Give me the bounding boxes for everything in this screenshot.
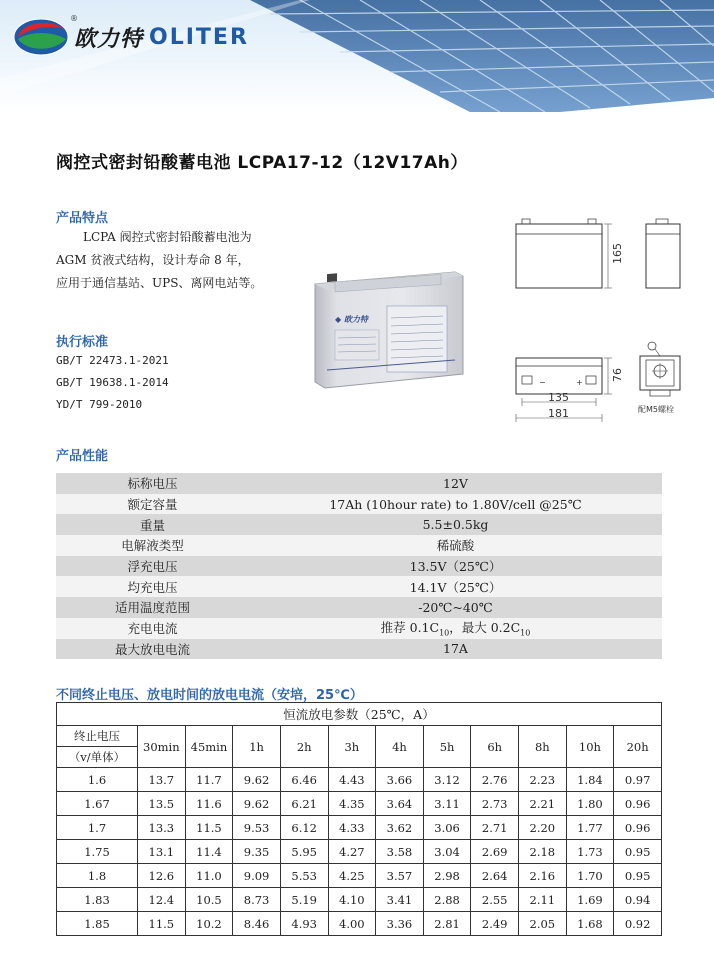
battery-logo-label: ◆ 欧力特: [335, 314, 368, 324]
spec-row: [56, 535, 662, 556]
discharge-current: 0.95: [614, 864, 662, 888]
spec-value: [249, 618, 662, 639]
discharge-current: 0.97: [614, 768, 662, 792]
discharge-current: 13.5: [138, 792, 186, 816]
discharge-current: 8.73: [233, 888, 281, 912]
discharge-time-header: 10h: [566, 726, 614, 768]
discharge-current: 6.21: [280, 792, 328, 816]
discharge-current: 1.68: [566, 912, 614, 936]
discharge-header-row: [57, 726, 662, 747]
dim-width-outer: 181: [548, 407, 569, 420]
discharge-caption: 恒流放电参数（25℃，A）: [57, 703, 662, 726]
standard-item: YD/T 799-2010: [56, 398, 143, 411]
discharge-time-header: 1h: [233, 726, 281, 768]
discharge-current: 11.7: [185, 768, 233, 792]
discharge-current: 8.46: [233, 912, 281, 936]
spec-row: [56, 618, 662, 639]
spec-row: [56, 473, 662, 494]
discharge-current: 2.64: [471, 864, 519, 888]
discharge-current: 2.98: [423, 864, 471, 888]
spec-row: [56, 494, 662, 515]
discharge-current: 4.33: [328, 816, 376, 840]
discharge-current: 9.62: [233, 792, 281, 816]
spec-label: 标称电压: [56, 473, 249, 494]
discharge-current: 3.64: [376, 792, 424, 816]
discharge-current: 3.62: [376, 816, 424, 840]
discharge-current: 3.58: [376, 840, 424, 864]
discharge-time-header: 5h: [423, 726, 471, 768]
svg-text:+: +: [576, 378, 583, 387]
discharge-current: 11.5: [185, 816, 233, 840]
discharge-time-header: 3h: [328, 726, 376, 768]
terminal-detail-drawing: [636, 336, 694, 420]
discharge-current: 0.95: [614, 840, 662, 864]
battery-product-image: [305, 262, 468, 394]
discharge-current: 3.41: [376, 888, 424, 912]
spec-value: 13.5V（25℃）: [249, 556, 662, 577]
features-line: LCPA 阀控式密封铅酸蓄电池为: [83, 230, 252, 244]
registered-mark: ®: [70, 14, 78, 23]
spec-row: [56, 639, 662, 660]
discharge-current: 1.84: [566, 768, 614, 792]
spec-value: 14.1V（25℃）: [249, 576, 662, 597]
discharge-current: 9.35: [233, 840, 281, 864]
svg-text:−: −: [539, 378, 546, 387]
spec-row: [56, 597, 662, 618]
spec-value: 17Ah (10hour rate) to 1.80V/cell @25℃: [249, 494, 662, 515]
page-title: 阀控式密封铅酸蓄电池 LCPA17-12（12V17Ah）: [56, 153, 468, 173]
discharge-current: 13.7: [138, 768, 186, 792]
brand-logo-icon: [12, 17, 70, 57]
discharge-current: 9.53: [233, 816, 281, 840]
discharge-current: 4.35: [328, 792, 376, 816]
spec-row: [56, 514, 662, 535]
discharge-current: 0.92: [614, 912, 662, 936]
charge-current-max: ，最大 0.2C: [449, 620, 521, 636]
discharge-caption-row: [57, 703, 662, 726]
discharge-row: [57, 912, 662, 936]
discharge-current: 1.70: [566, 864, 614, 888]
discharge-current: 3.04: [423, 840, 471, 864]
discharge-current: 2.76: [471, 768, 519, 792]
discharge-row: [57, 840, 662, 864]
discharge-time-header: 6h: [471, 726, 519, 768]
discharge-row: [57, 888, 662, 912]
cutoff-voltage-unit: （v/单体）: [57, 747, 138, 768]
discharge-current: 12.6: [138, 864, 186, 888]
discharge-current: 5.53: [280, 864, 328, 888]
discharge-current: 3.11: [423, 792, 471, 816]
discharge-current: 2.49: [471, 912, 519, 936]
performance-table: [56, 473, 662, 659]
side-view-drawing: [638, 216, 688, 296]
discharge-current: 3.06: [423, 816, 471, 840]
discharge-current: 12.4: [138, 888, 186, 912]
brand-logo: [12, 14, 249, 60]
discharge-current: 4.93: [280, 912, 328, 936]
dim-depth: 76: [611, 368, 624, 382]
discharge-current: 6.46: [280, 768, 328, 792]
front-view-drawing: [510, 216, 634, 296]
discharge-current: 4.10: [328, 888, 376, 912]
discharge-current: 1.73: [566, 840, 614, 864]
cutoff-voltage: 1.8: [57, 864, 138, 888]
cutoff-voltage: 1.7: [57, 816, 138, 840]
discharge-current: 2.55: [471, 888, 519, 912]
discharge-current: 2.71: [471, 816, 519, 840]
discharge-current: 4.27: [328, 840, 376, 864]
brand-name-cn: 欧力特: [74, 25, 144, 52]
terminal-note: 配M5螺栓: [638, 405, 674, 414]
discharge-current: 11.0: [185, 864, 233, 888]
standards-heading: 执行标准: [56, 335, 109, 350]
spec-label: 额定容量: [56, 494, 249, 515]
discharge-current: 2.18: [519, 840, 567, 864]
discharge-current: 1.80: [566, 792, 614, 816]
discharge-table: [56, 702, 662, 936]
discharge-current: 6.12: [280, 816, 328, 840]
discharge-time-header: 30min: [138, 726, 186, 768]
spec-value: 稀硫酸: [249, 535, 662, 556]
standard-item: GB/T 19638.1-2014: [56, 376, 169, 389]
discharge-current: 9.09: [233, 864, 281, 888]
discharge-current: 3.57: [376, 864, 424, 888]
header-banner: [0, 0, 714, 112]
discharge-row: [57, 864, 662, 888]
features-heading: 产品特点: [56, 211, 109, 226]
discharge-time-header: 4h: [376, 726, 424, 768]
discharge-current: 2.20: [519, 816, 567, 840]
features-line: AGM 贫液式结构，设计寿命 8 年，: [56, 253, 250, 267]
discharge-time-header: 2h: [280, 726, 328, 768]
spec-label: 浮充电压: [56, 556, 249, 577]
discharge-current: 0.96: [614, 792, 662, 816]
cutoff-voltage: 1.67: [57, 792, 138, 816]
spec-label: 充电电流: [56, 618, 249, 639]
spec-value: 5.5±0.5kg: [249, 514, 662, 535]
discharge-current: 1.77: [566, 816, 614, 840]
discharge-row: [57, 792, 662, 816]
cutoff-voltage: 1.85: [57, 912, 138, 936]
discharge-current: 5.95: [280, 840, 328, 864]
cutoff-voltage-header: 终止电压: [57, 726, 138, 747]
discharge-current: 11.4: [185, 840, 233, 864]
discharge-time-header: 45min: [185, 726, 233, 768]
performance-heading: 产品性能: [56, 449, 109, 464]
features-line: 应用于通信基站、UPS、离网电站等。: [56, 276, 263, 290]
discharge-row: [57, 816, 662, 840]
discharge-current: 4.25: [328, 864, 376, 888]
discharge-current: 2.05: [519, 912, 567, 936]
discharge-current: 10.2: [185, 912, 233, 936]
discharge-current: 0.96: [614, 816, 662, 840]
discharge-time-header: 8h: [519, 726, 567, 768]
discharge-current: 3.66: [376, 768, 424, 792]
discharge-current: 11.5: [138, 912, 186, 936]
discharge-current: 3.36: [376, 912, 424, 936]
discharge-current: 2.21: [519, 792, 567, 816]
spec-row: [56, 576, 662, 597]
discharge-heading: 不同终止电压、放电时间的放电电流（安培，25℃）: [56, 688, 363, 703]
discharge-current: 2.16: [519, 864, 567, 888]
charge-current-sub: 10: [520, 628, 531, 638]
spec-label: 最大放电电流: [56, 639, 249, 660]
discharge-current: 3.12: [423, 768, 471, 792]
dim-width-inner: 135: [548, 391, 569, 404]
charge-current-recommended: 推荐 0.1C: [380, 620, 440, 636]
discharge-current: 2.81: [423, 912, 471, 936]
brand-name-en: OLITER: [149, 24, 249, 50]
discharge-current: 2.23: [519, 768, 567, 792]
spec-label: 适用温度范围: [56, 597, 249, 618]
cutoff-voltage: 1.75: [57, 840, 138, 864]
spec-label: 重量: [56, 514, 249, 535]
dim-height: 165: [611, 243, 624, 264]
discharge-current: 11.6: [185, 792, 233, 816]
spec-row: [56, 556, 662, 577]
top-view-drawing: [510, 352, 634, 428]
standard-item: GB/T 22473.1-2021: [56, 354, 169, 367]
discharge-current: 0.94: [614, 888, 662, 912]
discharge-current: 9.62: [233, 768, 281, 792]
spec-value: 12V: [249, 473, 662, 494]
discharge-current: 5.19: [280, 888, 328, 912]
spec-label: 电解液类型: [56, 535, 249, 556]
discharge-current: 4.00: [328, 912, 376, 936]
discharge-time-header: 20h: [614, 726, 662, 768]
cutoff-voltage: 1.83: [57, 888, 138, 912]
discharge-current: 10.5: [185, 888, 233, 912]
discharge-current: 2.73: [471, 792, 519, 816]
spec-label: 均充电压: [56, 576, 249, 597]
spec-value: 17A: [249, 639, 662, 660]
discharge-current: 2.11: [519, 888, 567, 912]
discharge-current: 4.43: [328, 768, 376, 792]
cutoff-voltage: 1.6: [57, 768, 138, 792]
discharge-current: 13.3: [138, 816, 186, 840]
discharge-current: 1.69: [566, 888, 614, 912]
discharge-row: [57, 768, 662, 792]
discharge-current: 2.88: [423, 888, 471, 912]
discharge-current: 2.69: [471, 840, 519, 864]
charge-current-sub: 10: [439, 628, 450, 638]
discharge-current: 13.1: [138, 840, 186, 864]
features-text: [56, 226, 281, 295]
spec-value: -20℃~40℃: [249, 597, 662, 618]
